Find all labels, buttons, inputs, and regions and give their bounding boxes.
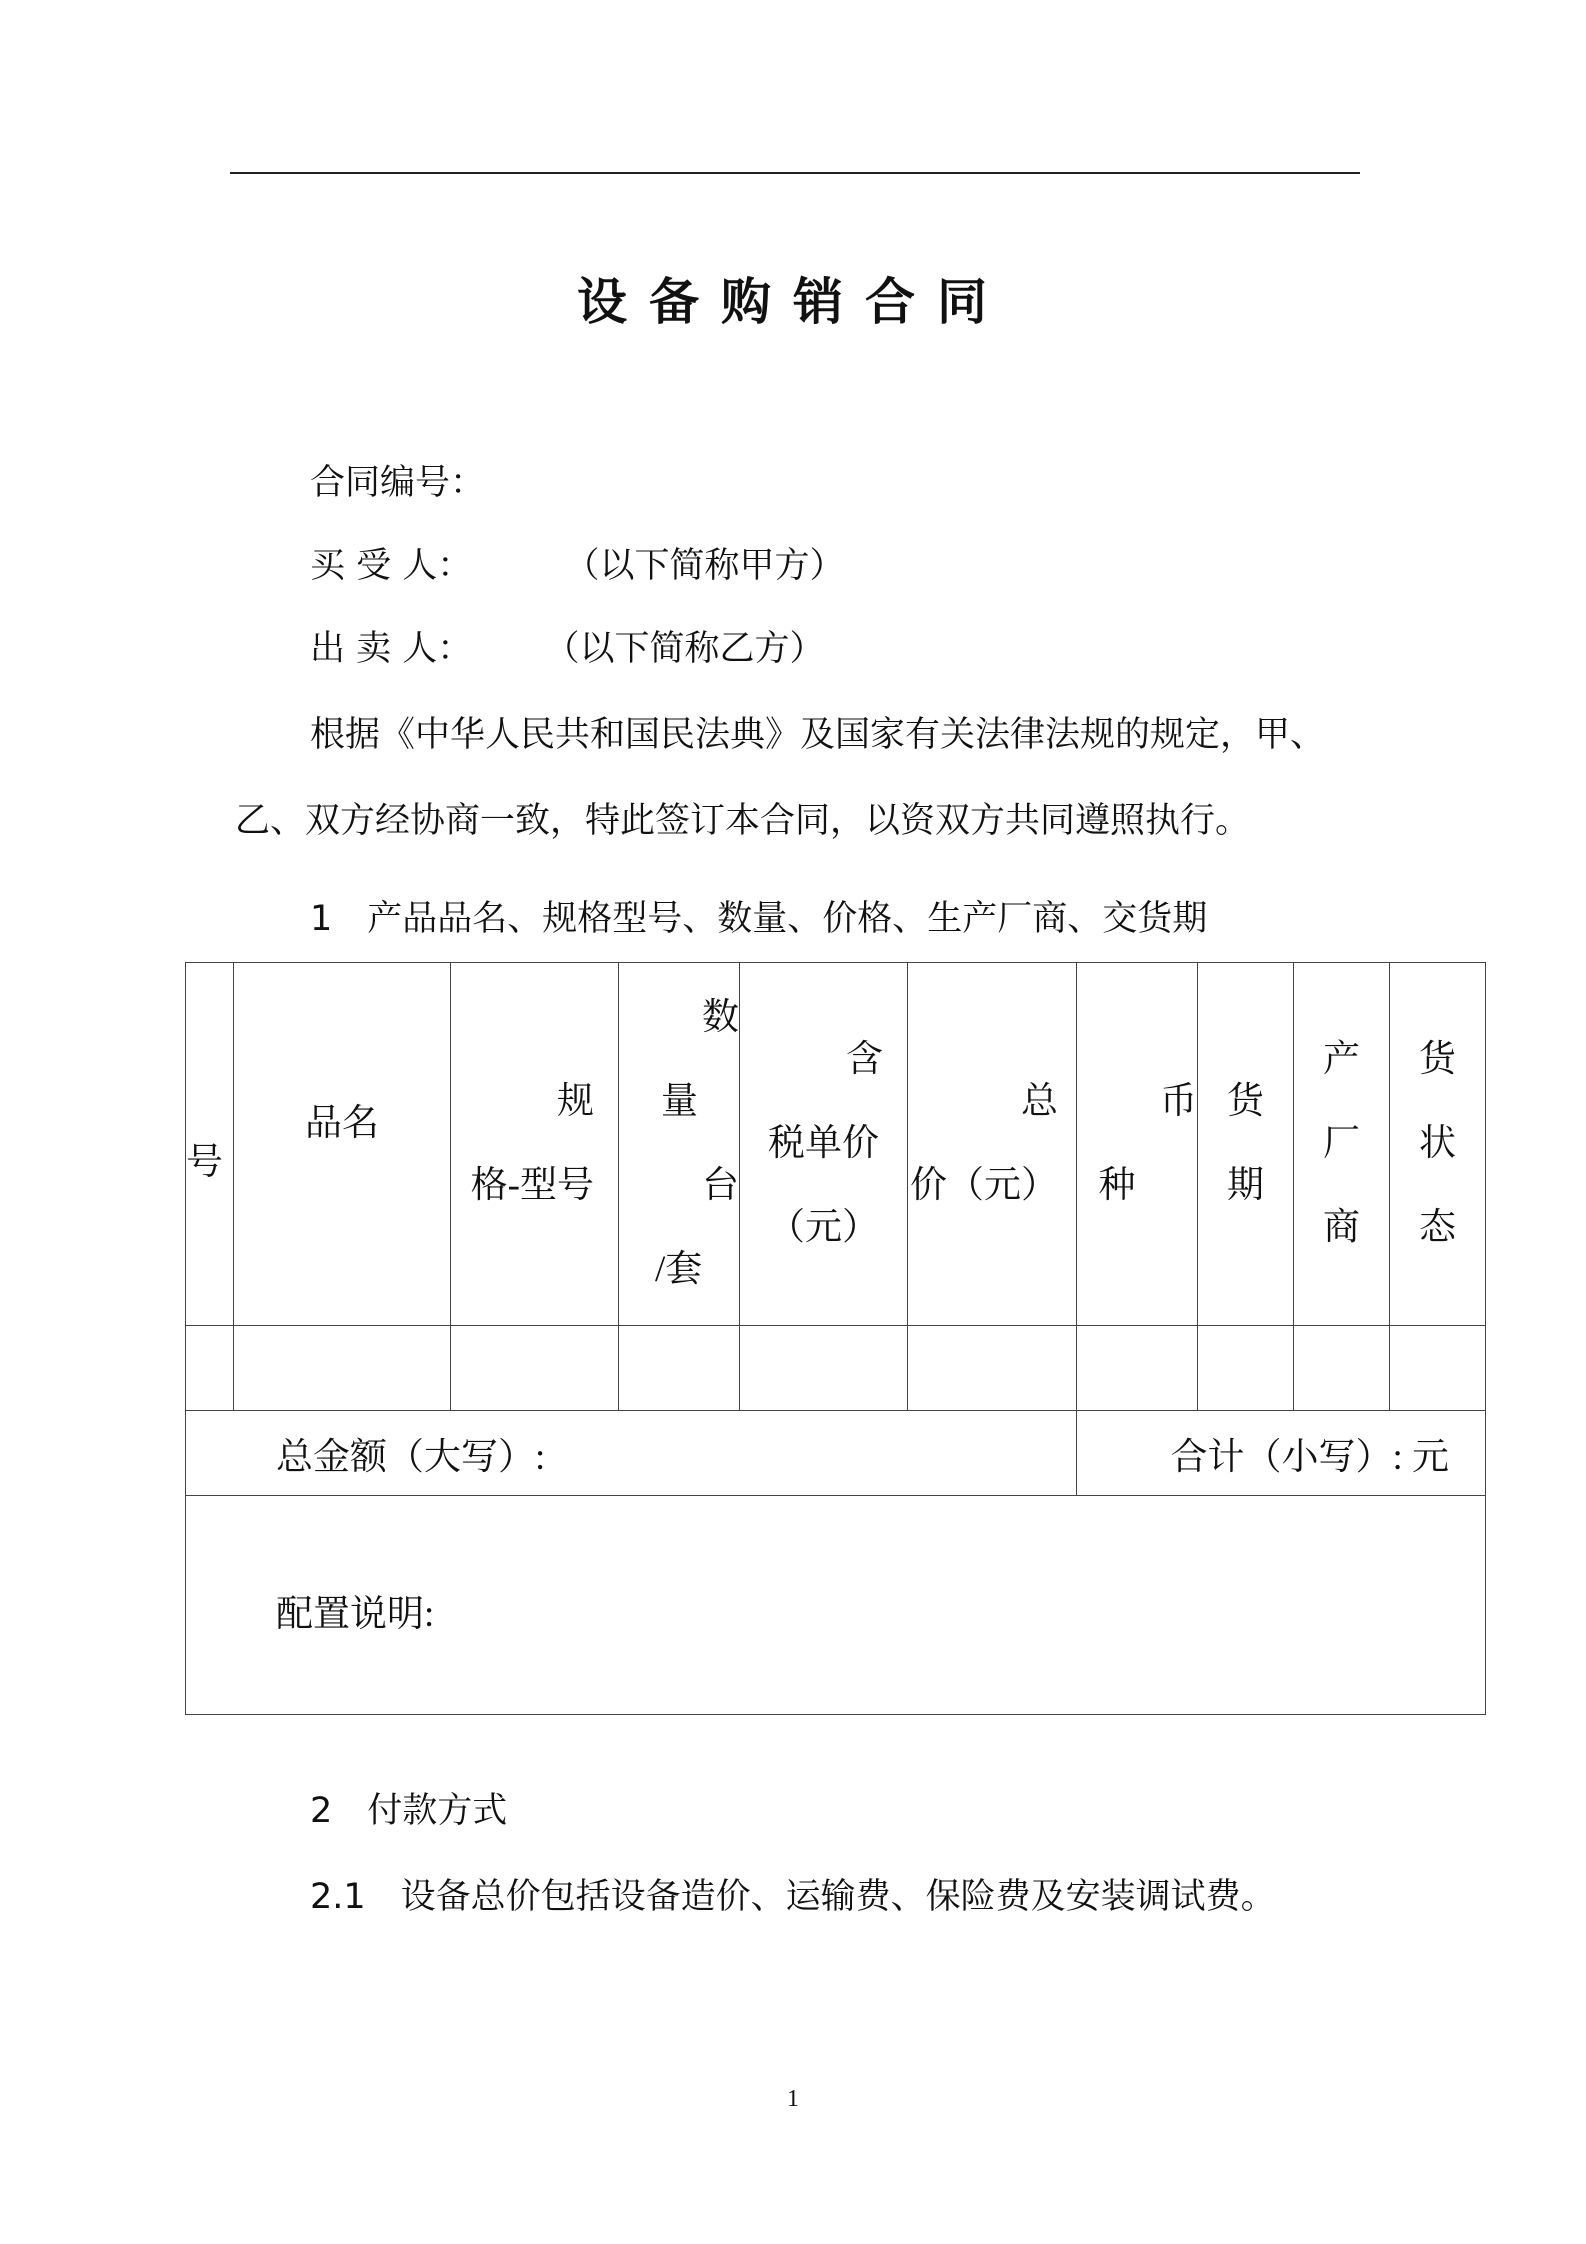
totals-row	[186, 1411, 1486, 1496]
cell-unit-price[interactable]	[740, 1326, 908, 1411]
seller-line	[310, 621, 825, 671]
header-unit-price: 含 税单价 （元）	[740, 963, 908, 1326]
table-header-row	[186, 963, 1486, 1326]
contract-no-label: 合同编号：	[310, 463, 486, 503]
total-upper-label: 总金额（大写）:	[186, 1411, 1077, 1496]
cell-name[interactable]	[234, 1326, 451, 1411]
config-cell[interactable]	[186, 1496, 1486, 1715]
product-table	[185, 962, 1486, 1715]
header-spec: 规 格-型号	[451, 963, 619, 1326]
cell-currency[interactable]	[1077, 1326, 1198, 1411]
cell-total-price[interactable]	[908, 1326, 1077, 1411]
seller-label: 出 卖 人：	[310, 629, 473, 669]
cell-spec[interactable]	[451, 1326, 619, 1411]
cell-qty[interactable]	[619, 1326, 740, 1411]
header-name: 品名	[234, 963, 451, 1326]
cell-no[interactable]	[186, 1326, 234, 1411]
config-row	[186, 1496, 1486, 1715]
header-manufacturer: 产 厂 商	[1294, 963, 1390, 1326]
preamble-line-1: 根据《中华人民共和国民法典》及国家有关法律法规的规定，甲、	[310, 715, 1326, 755]
preamble-line-2: 乙、双方经协商一致，特此签订本合同，以资双方共同遵照执行。	[235, 801, 1251, 841]
buyer-note: （以下简称甲方）	[564, 546, 845, 586]
header-total-price: 总 价（元）	[908, 963, 1077, 1326]
header-qty: 数 量 台 /套	[619, 963, 740, 1326]
cell-manufacturer[interactable]	[1294, 1326, 1390, 1411]
header-goods-status: 货 状 态	[1390, 963, 1486, 1326]
buyer-label: 买 受 人：	[310, 546, 473, 586]
header-rule	[230, 172, 1360, 174]
cell-goods-status[interactable]	[1390, 1326, 1486, 1411]
seller-note: （以下简称乙方）	[544, 629, 825, 669]
total-lower-label: 合计（小写）: 元	[1077, 1411, 1486, 1496]
header-no: 号	[186, 963, 234, 1326]
header-delivery: 货 期	[1198, 963, 1294, 1326]
section-2-1-text: 2.1 设备总价包括设备造价、运输费、保险费及安装调试费。	[310, 1877, 1276, 1917]
buyer-line	[310, 538, 845, 588]
cell-delivery[interactable]	[1198, 1326, 1294, 1411]
config-label: 配置说明:	[276, 1594, 435, 1635]
page-number: 1	[787, 2086, 799, 2112]
section-2-heading: 2 付款方式	[310, 1791, 508, 1831]
section-1-heading: 1 产品品名、规格型号、数量、价格、生产厂商、交货期	[310, 899, 1208, 939]
document-title: 设备购销合同	[577, 273, 1009, 331]
table-row	[186, 1326, 1486, 1411]
header-currency: 币 种	[1077, 963, 1198, 1326]
